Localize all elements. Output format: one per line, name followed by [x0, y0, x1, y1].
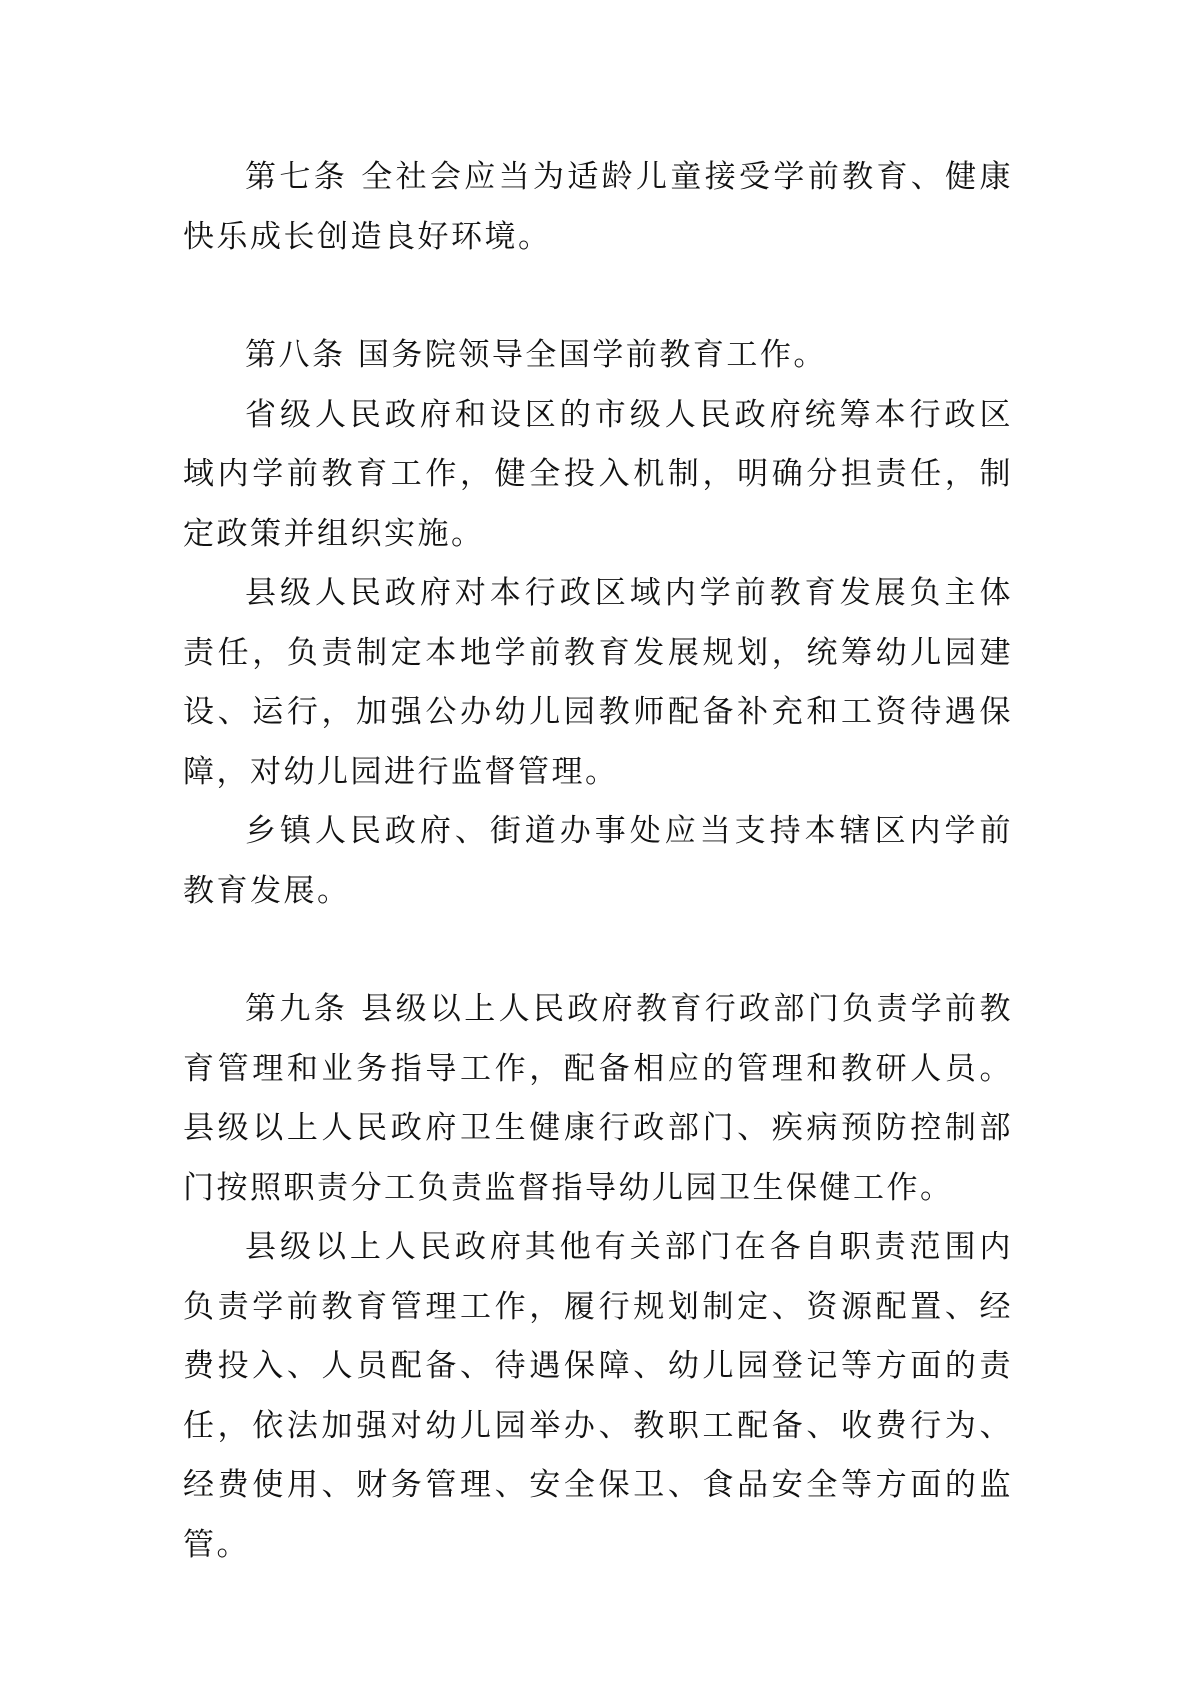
article-9-paragraph-2: 县级以上人民政府其他有关部门在各自职责范围内负责学前教育管理工作，履行规划制定、资源配置、经费投入、人员配备、待遇保障、幼儿园登记等方面的责任，依法加强对幼儿园举办、教职工配备、收费行为、经费使用、财务管理、安全保卫、食品安全等方面的监管。	[183, 1229, 1013, 1563]
article-7-paragraph-1: 第七条 全社会应当为适龄儿童接受学前教育、健康快乐成长创造良好环境。	[183, 159, 1013, 255]
article-7	[183, 148, 1013, 267]
article-8-paragraph-4: 乡镇人民政府、街道办事处应当支持本辖区内学前教育发展。	[183, 813, 1013, 909]
article-8-paragraph-1: 第八条 国务院领导全国学前教育工作。	[245, 337, 827, 373]
article-8	[183, 326, 1013, 921]
article-8-paragraph-2: 省级人民政府和设区的市级人民政府统筹本行政区域内学前教育工作，健全投入机制，明确分担责任，制定政策并组织实施。	[183, 396, 1013, 552]
article-9	[183, 980, 1013, 1575]
document-body	[183, 148, 1013, 1575]
article-8-paragraph-3: 县级人民政府对本行政区域内学前教育发展负主体责任，负责制定本地学前教育发展规划，统筹幼儿园建设、运行，加强公办幼儿园教师配备补充和工资待遇保障，对幼儿园进行监督管理。	[183, 575, 1013, 790]
article-9-paragraph-1: 第九条 县级以上人民政府教育行政部门负责学前教育管理和业务指导工作，配备相应的管理和教研人员。县级以上人民政府卫生健康行政部门、疾病预防控制部门按照职责分工负责监督指导幼儿园卫生保健工作。	[183, 991, 1013, 1206]
